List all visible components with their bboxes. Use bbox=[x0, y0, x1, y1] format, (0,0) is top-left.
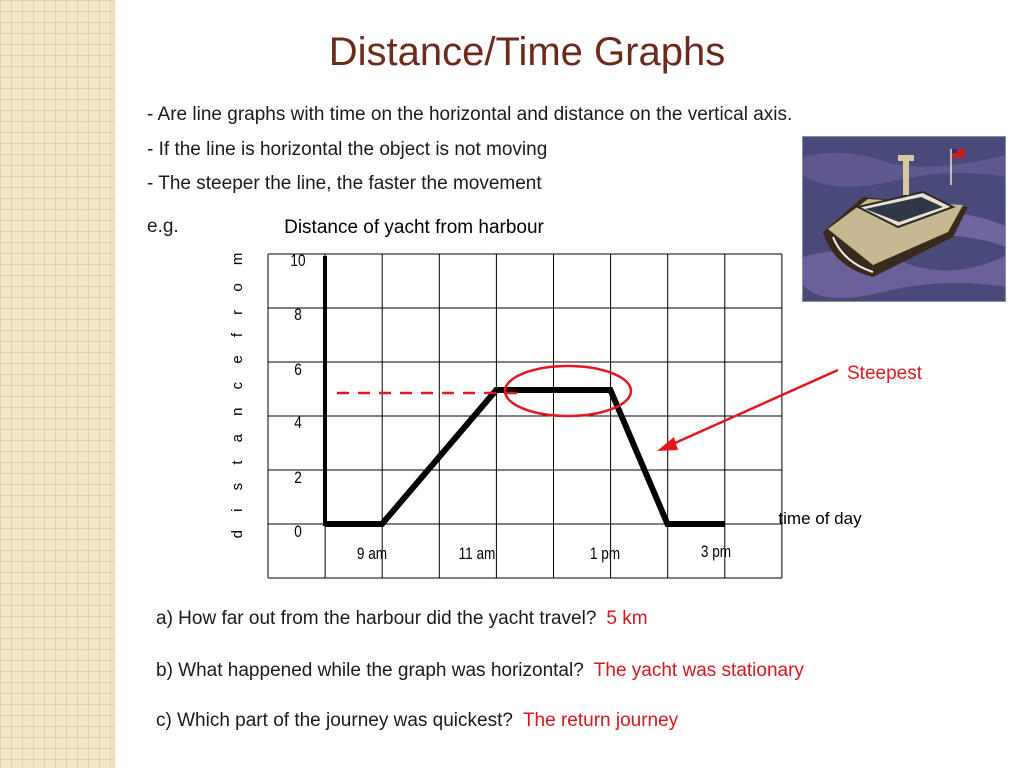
x-tick-label: 11 am bbox=[458, 544, 496, 564]
x-tick-label: 9 am bbox=[356, 544, 388, 564]
question-c bbox=[156, 710, 678, 732]
y-tick-label: 10 bbox=[290, 251, 306, 271]
question-a-text: a) How far out from the harbour did the yacht travel? bbox=[156, 608, 597, 629]
x-tick-label: 1 pm bbox=[589, 544, 621, 564]
x-tick-label: 3 pm bbox=[700, 542, 732, 562]
steepest-arrow-line bbox=[666, 370, 838, 447]
answer-b: The yacht was stationary bbox=[593, 660, 804, 681]
y-tick-label: 0 bbox=[294, 522, 302, 542]
bullet-3: - The steeper the line, the faster the movement bbox=[147, 173, 542, 194]
slide-title: Distance/Time Graphs bbox=[328, 30, 726, 74]
example-label: e.g. bbox=[147, 216, 179, 237]
bullet-2: - If the line is horizontal the object is not moving bbox=[147, 139, 548, 160]
steepest-annotation: Steepest bbox=[847, 363, 922, 384]
bullet-1: - Are line graphs with time on the horizontal and distance on the vertical axis. bbox=[147, 104, 793, 125]
x-axis-label: time of day bbox=[778, 509, 862, 528]
y-axis-label: d i s t a n c e f r o m bbox=[229, 245, 246, 539]
question-b bbox=[156, 660, 804, 682]
y-tick-label: 8 bbox=[294, 305, 302, 325]
question-a bbox=[156, 608, 648, 630]
y-tick-label: 4 bbox=[294, 413, 302, 433]
y-tick-label: 2 bbox=[294, 468, 302, 488]
answer-c: The return journey bbox=[522, 710, 679, 731]
answer-a: 5 km bbox=[606, 608, 648, 629]
chart-title: Distance of yacht from harbour bbox=[284, 217, 544, 238]
y-tick-label: 6 bbox=[294, 360, 302, 380]
question-c-text: c) Which part of the journey was quickest? bbox=[156, 710, 513, 731]
question-b-text: b) What happened while the graph was horizontal? bbox=[156, 660, 584, 681]
